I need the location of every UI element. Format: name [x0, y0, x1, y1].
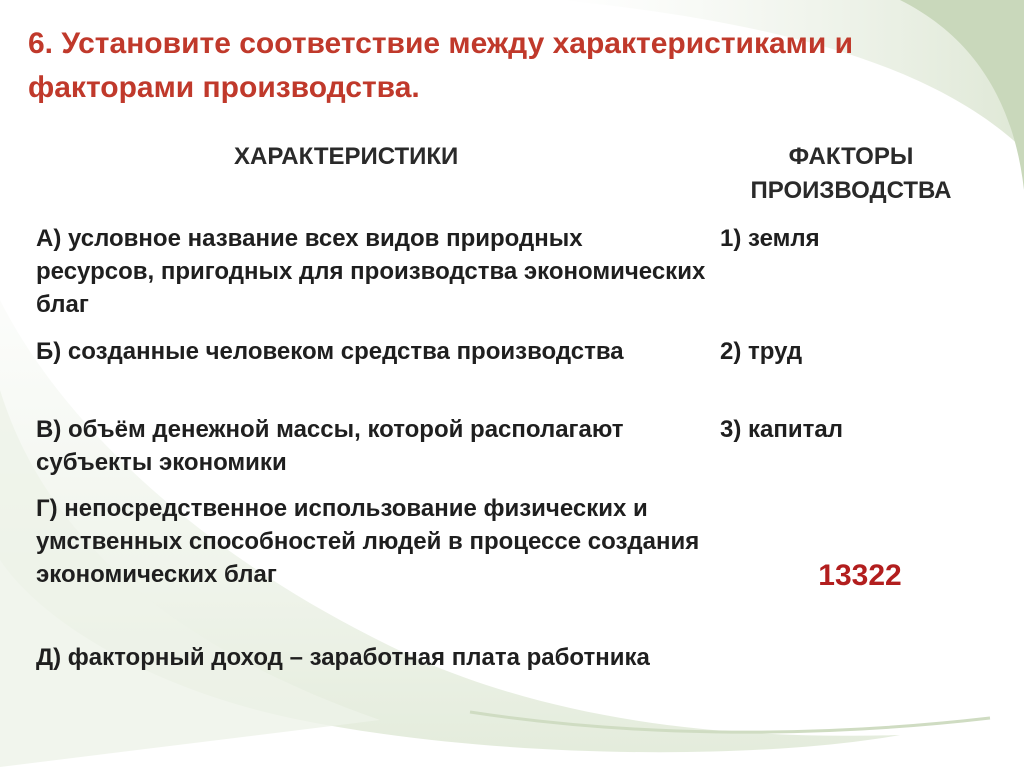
factors-header-line2: ПРОИЗВОДСТВА: [750, 177, 952, 204]
factor-item-2: 2) труд: [720, 338, 803, 365]
characteristics-header: ХАРАКТЕРИСТИКИ: [234, 143, 459, 170]
characteristic-item-e: Д) факторный доход – заработная плата работника: [36, 644, 650, 671]
factor-item-3: 3) капитал: [720, 416, 843, 443]
characteristic-item-a: А) условное название всех видов природных ресурсов, пригодных для производства экономических благ: [36, 225, 706, 318]
characteristic-item-b: Б) созданные человеком средства производства: [36, 338, 624, 365]
factors-header: [716, 140, 986, 208]
characteristic-item-d: Г) непосредственное использование физических и умственных способностей людей в процессе создания экономических благ: [36, 495, 700, 588]
characteristic-item-c: В) объём денежной массы, которой располагают субъекты экономики: [36, 416, 624, 476]
answer-code: 13322: [818, 559, 902, 592]
factor-item-1: 1) земля: [720, 225, 820, 252]
slide-title: 6. Установите соответствие между характеристиками и факторами производства.: [28, 27, 854, 104]
factors-header-line1: ФАКТОРЫ: [788, 143, 914, 170]
